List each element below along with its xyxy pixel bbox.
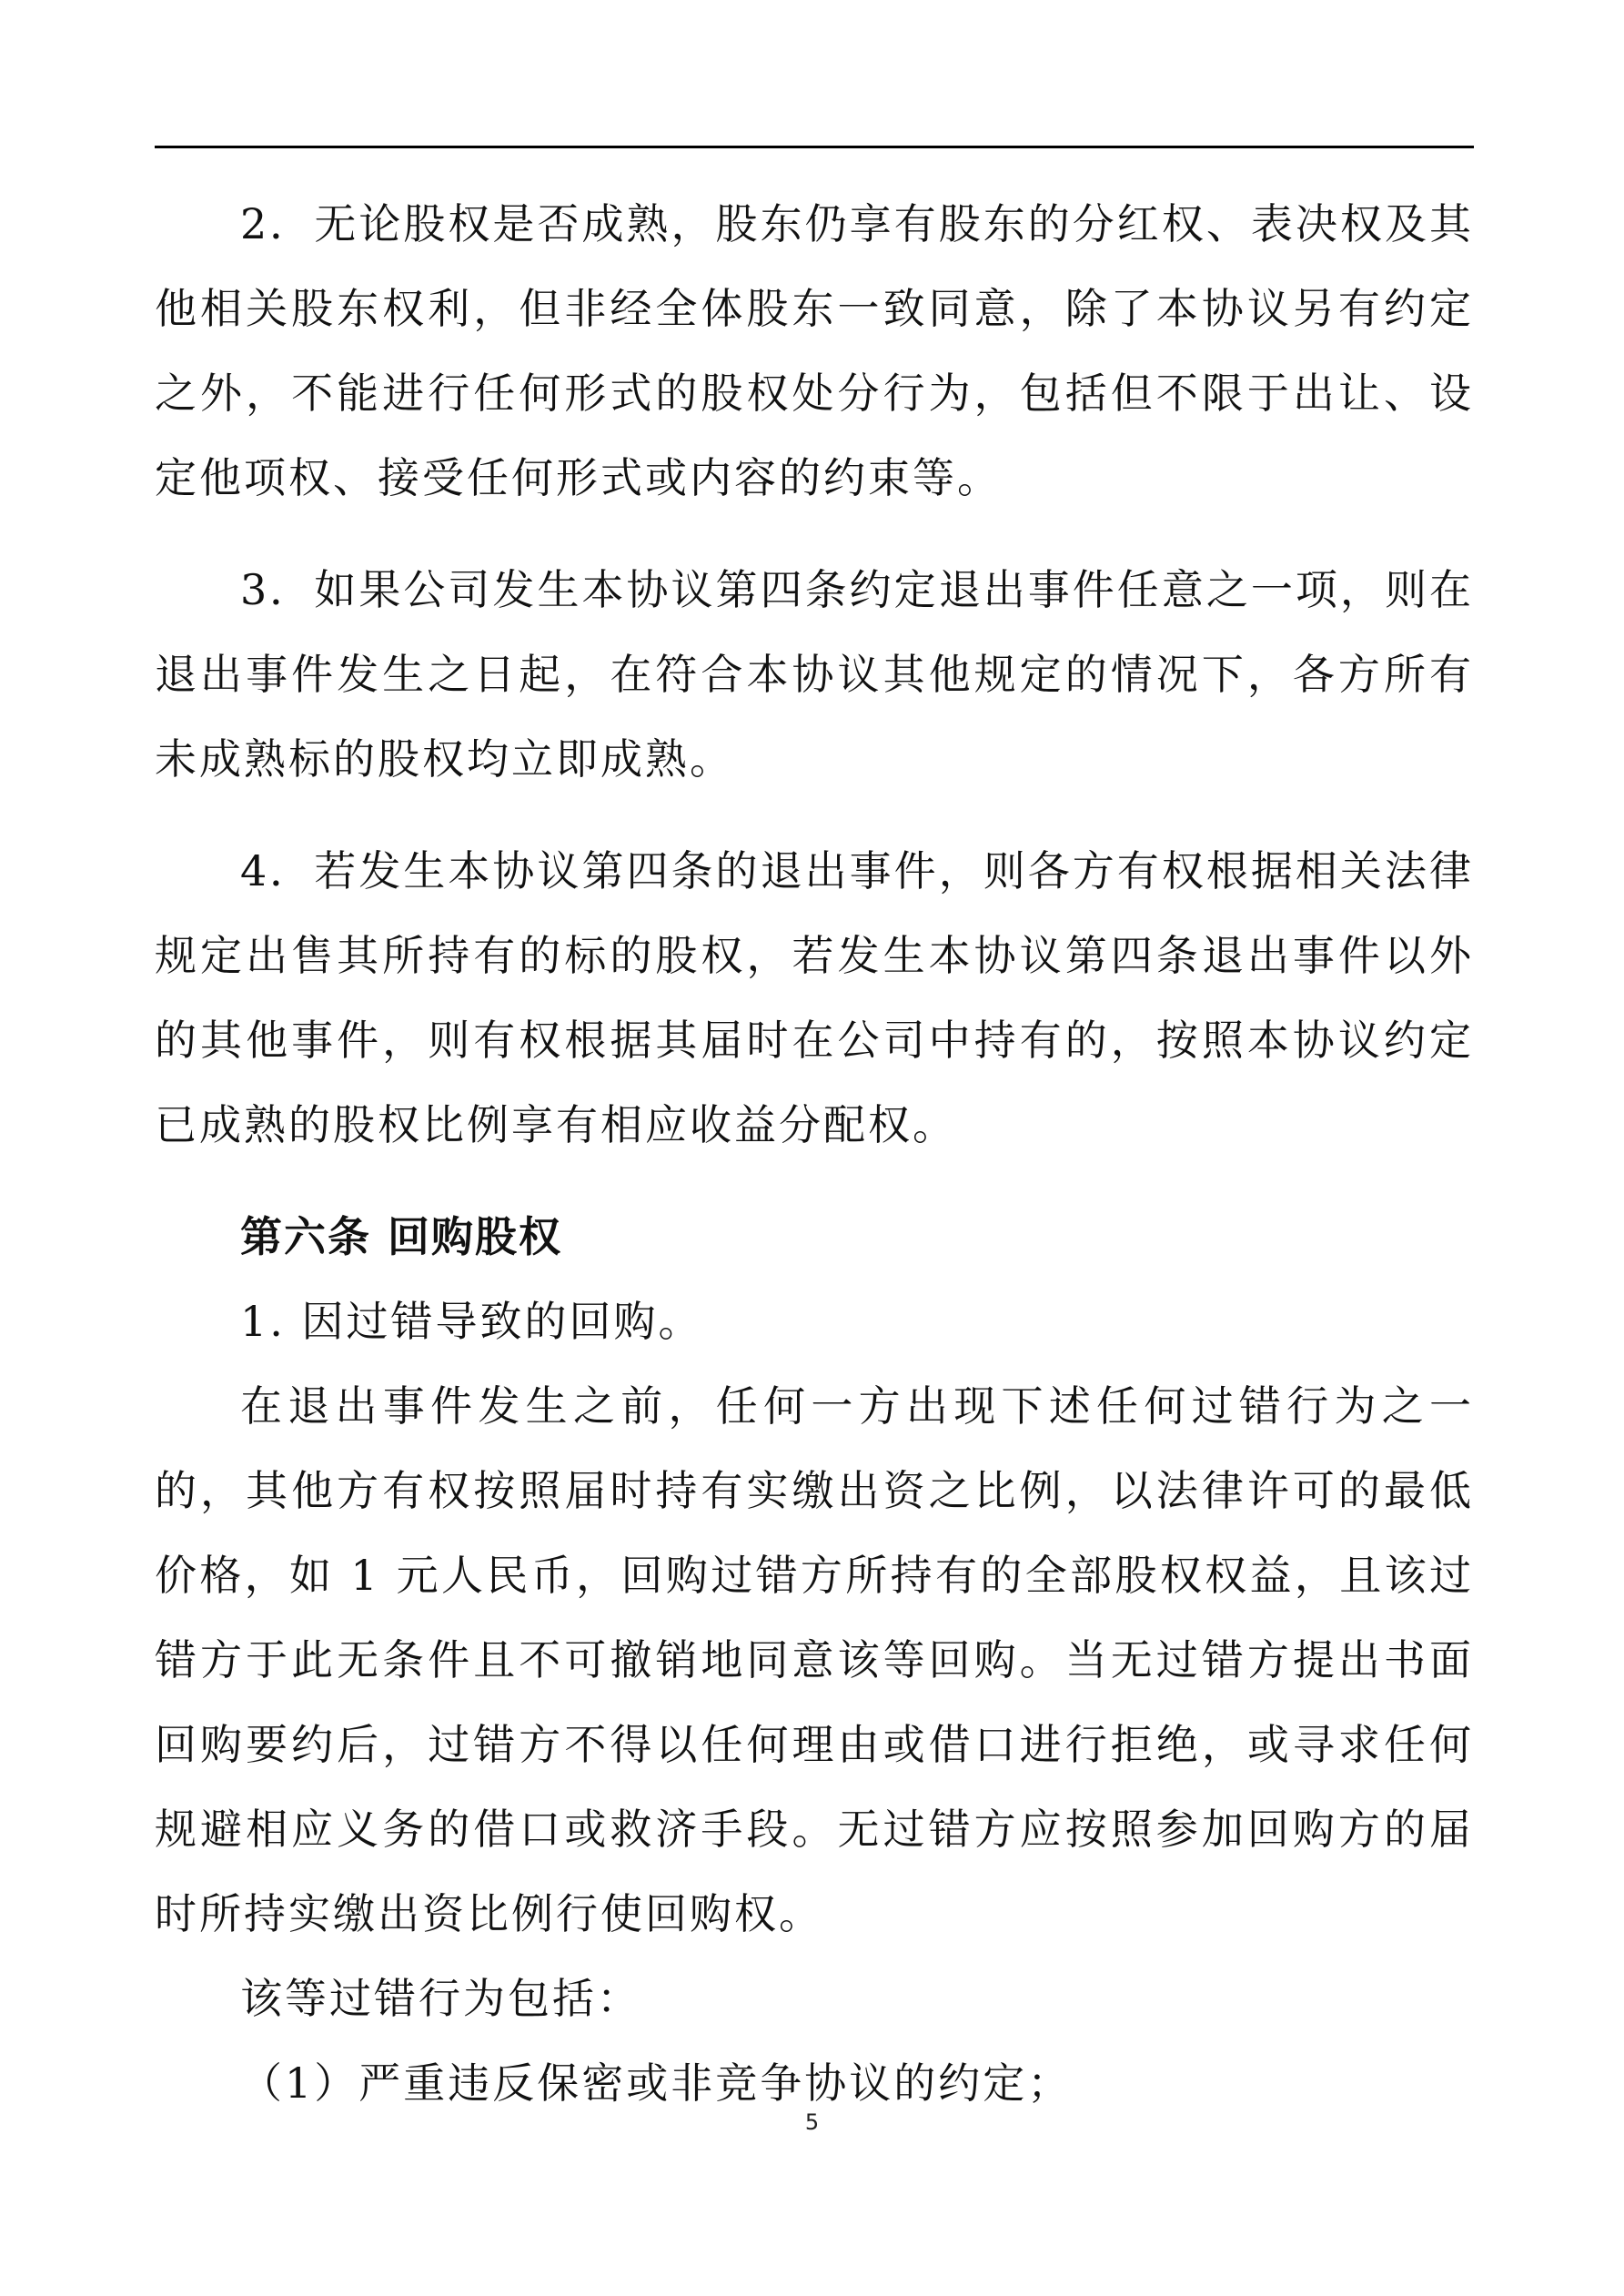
paragraph-3: 3．如果公司发生本协议第四条约定退出事件任意之一项，则在退出事件发生之日起，在符合本协议其他规定的情况下，各方所有未成熟标的股权均立即成熟。: [155, 565, 1474, 784]
paragraph-4: 4．若发生本协议第四条的退出事件，则各方有权根据相关法律规定出售其所持有的标的股权，若发生本协议第四条退出事件以外的其他事件，则有权根据其届时在公司中持有的，按照本协议约定已成熟的股权比例享有相应收益分配权。: [155, 846, 1474, 1149]
document-body: [155, 182, 1474, 2126]
page-number: 5: [804, 2109, 820, 2135]
paragraph-2: 2．无论股权是否成熟，股东仍享有股东的分红权、表决权及其他相关股东权利，但非经全体股东一致同意，除了本协议另有约定之外，不能进行任何形式的股权处分行为，包括但不限于出让、设定他项权、接受任何形式或内容的约束等。: [155, 199, 1474, 502]
article-6-heading: 第六条 回购股权: [240, 1212, 563, 1261]
article-6-body: 在退出事件发生之前，任何一方出现下述任何过错行为之一的，其他方有权按照届时持有实缴出资之比例，以法律许可的最低价格，如 1 元人民币，回购过错方所持有的全部股权权益，且该过错方于此无条件且不可撤销地同意该等回购。当无过错方提出书面回购要约后，过错方不得以任何理由或借口进行拒绝，或寻求任何规避相应义务的借口或救济手段。无过错方应按照参加回购方的届时所持实缴出资比例行使回购权。: [155, 1381, 1474, 1938]
article-6-intro: 该等过错行为包括：: [240, 1974, 641, 2023]
header-rule: [155, 146, 1474, 148]
article-6-list-item-1: （1）严重违反保密或非竞争协议的约定；: [240, 2058, 1073, 2108]
article-6-item-1: 1. 因过错导致的回购。: [240, 1297, 703, 1346]
